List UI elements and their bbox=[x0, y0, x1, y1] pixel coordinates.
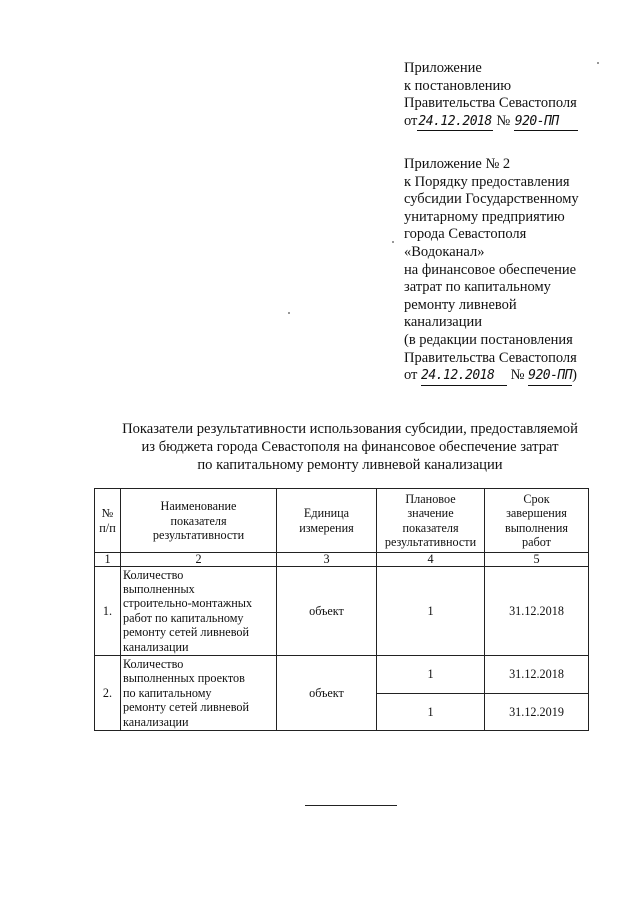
date-prefix: от bbox=[404, 112, 418, 129]
appendix-2-line: ремонту ливневой bbox=[404, 296, 517, 313]
handwritten-date: 24.12.2018 bbox=[421, 367, 507, 386]
column-number-cell: 5 bbox=[485, 552, 589, 566]
appendix-2-line: канализации bbox=[404, 314, 483, 331]
column-number-cell: 3 bbox=[277, 552, 377, 566]
planned-value-cell: 1 bbox=[377, 656, 485, 694]
header-cell-deadline: Срок завершения выполнения работ bbox=[485, 489, 589, 553]
appendix-line: Приложение bbox=[404, 60, 482, 76]
appendix-2-line: к Порядку предоставления bbox=[404, 173, 570, 190]
title-line: Показатели результативности использования субсидии, предоставляемой bbox=[122, 421, 578, 437]
column-number-cell: 1 bbox=[95, 552, 121, 566]
deadline-cell: 31.12.2018 bbox=[485, 566, 589, 655]
appendix-line: Правительства Севастополя bbox=[404, 95, 577, 112]
scan-speck bbox=[597, 62, 599, 64]
appendix-2-header bbox=[404, 156, 579, 386]
appendix-2-line: (в редакции постановления bbox=[404, 331, 573, 348]
deadline-cell: 31.12.2019 bbox=[485, 693, 589, 731]
date-prefix: от bbox=[404, 367, 418, 384]
column-number-cell: 2 bbox=[121, 552, 277, 566]
header-cell-unit: Единица измерения bbox=[277, 489, 377, 553]
appendix-2-date-line bbox=[404, 367, 579, 386]
appendix-header bbox=[404, 60, 578, 131]
scan-speck bbox=[288, 312, 290, 314]
footer-divider bbox=[305, 805, 397, 806]
handwritten-number: 920-ПП bbox=[514, 113, 578, 132]
unit-cell: объект bbox=[277, 656, 377, 731]
indicator-name: Количество выполненных строительно-монтажных работ по капитальному ремонту сетей ливневой канализации bbox=[121, 566, 277, 655]
appendix-2-line: «Водоканал» bbox=[404, 243, 485, 260]
table-header-row bbox=[95, 489, 589, 553]
document-title bbox=[100, 420, 600, 474]
planned-value-cell: 1 bbox=[377, 693, 485, 731]
appendix-2-line: города Севастополя bbox=[404, 226, 527, 243]
planned-value-cell: 1 bbox=[377, 566, 485, 655]
table-row bbox=[95, 566, 589, 655]
appendix-2-line: Приложение № 2 bbox=[404, 156, 511, 172]
deadline-cell: 31.12.2018 bbox=[485, 656, 589, 694]
number-sign: № bbox=[510, 367, 525, 384]
unit-cell: объект bbox=[277, 566, 377, 655]
scan-speck bbox=[392, 241, 394, 243]
closing-paren: ) bbox=[572, 367, 577, 384]
appendix-date-line bbox=[404, 113, 578, 132]
row-number: 2. bbox=[95, 656, 121, 731]
indicator-name: Количество выполненных проектов по капитальному ремонту сетей ливневой канализации bbox=[121, 656, 277, 731]
appendix-2-line: затрат по капитальному bbox=[404, 279, 551, 296]
row-number: 1. bbox=[95, 566, 121, 655]
table-row bbox=[95, 656, 589, 694]
column-number-row bbox=[95, 552, 589, 566]
header-cell-indicator-name: Наименование показателя результативности bbox=[121, 489, 277, 553]
column-number-cell: 4 bbox=[377, 552, 485, 566]
appendix-2-line: унитарному предприятию bbox=[404, 208, 565, 225]
title-line: из бюджета города Севастополя на финансовое обеспечение затрат bbox=[141, 439, 559, 455]
header-cell-planned-value: Плановое значение показателя результативности bbox=[377, 489, 485, 553]
appendix-2-line: на финансовое обеспечение bbox=[404, 261, 577, 278]
title-line: по капитальному ремонту ливневой канализации bbox=[197, 457, 503, 473]
appendix-line: к постановлению bbox=[404, 77, 512, 94]
header-cell-number: № п/п bbox=[95, 489, 121, 553]
appendix-2-line: субсидии Государственному bbox=[404, 191, 579, 208]
handwritten-number: 920-ПП bbox=[528, 367, 572, 386]
indicators-table bbox=[94, 488, 589, 731]
handwritten-date: 24.12.2018 bbox=[417, 113, 492, 132]
number-sign: № bbox=[496, 112, 511, 129]
appendix-2-line: Правительства Севастополя bbox=[404, 349, 577, 366]
